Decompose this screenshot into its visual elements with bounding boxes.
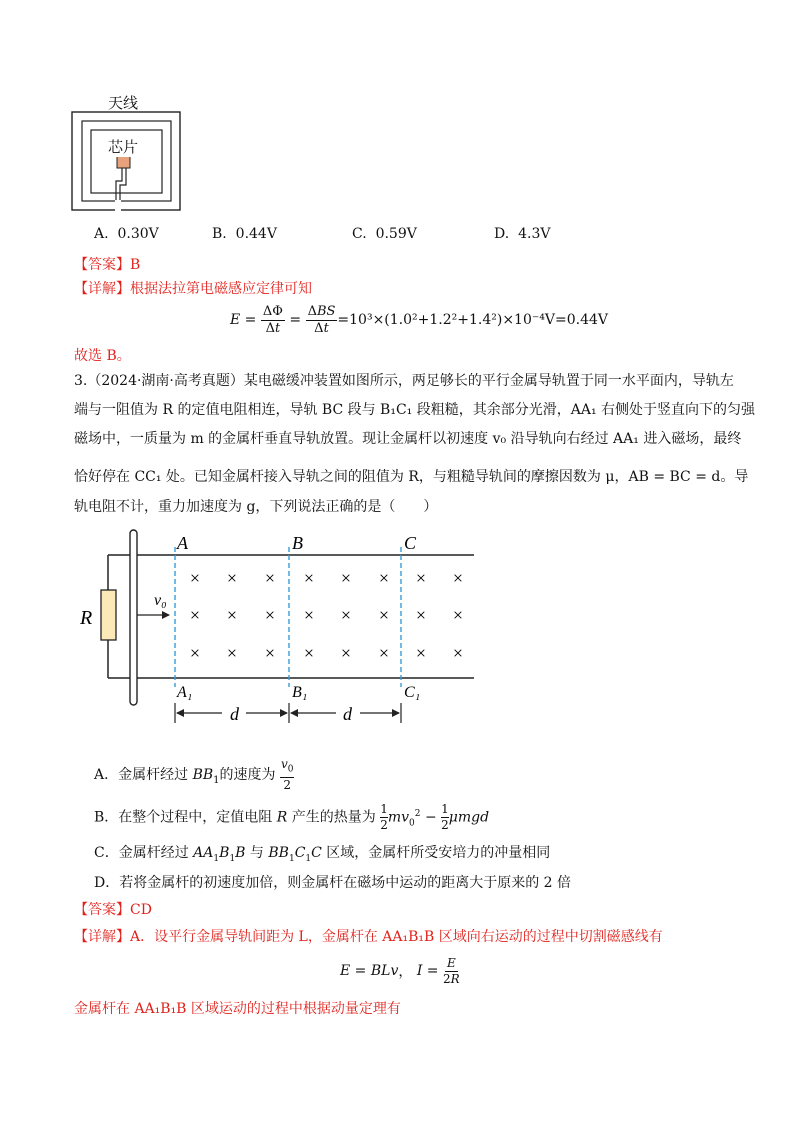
q3-option-c: C．金属杆经过 $AA_1B_1B$ 与 $BB_1C_1C$ 区域，金属杆所受安培力的冲量相同 (94, 845, 551, 864)
magnetic-field-marks (190, 568, 463, 663)
q3-answer: 【答案】CD (74, 902, 152, 918)
field-cross-mark: × (452, 568, 464, 588)
field-cross-mark: × (189, 643, 201, 663)
q3-option-d: D．若将金属杆的初速度加倍，则金属杆在磁场中运动的距离大于原来的 2 倍 (94, 875, 572, 891)
q2-formula-result: =10³×(1.0²+1.2²+1.4²)×10⁻⁴V=0.44V (337, 312, 608, 328)
q3-option-a: A．金属杆经过 $BB_1$的速度为 $\frac{v_0}{2}$ (94, 757, 294, 793)
field-cross-mark: × (264, 568, 276, 588)
field-cross-mark: × (415, 605, 427, 625)
field-cross-mark: × (415, 568, 427, 588)
field-cross-mark: × (378, 605, 390, 625)
q2-conclusion: 故选 B。 (74, 348, 131, 364)
field-cross-mark: × (226, 643, 238, 663)
antenna-figure (64, 88, 184, 213)
field-cross-mark: × (189, 605, 201, 625)
q3-line-5: 轨电阻不计，重力加速度为 g，下列说法正确的是（ ） (74, 499, 438, 515)
resistor-label: R (80, 607, 93, 629)
label-b1: B₁ (292, 684, 308, 701)
distance-label-2: d (343, 704, 352, 724)
q3-option-b: B．在整个过程中，定值电阻 R 产生的热量为 $\frac{1}{2}$ $mv_0^2$ − $\frac{1}{2}$ μmgd (94, 802, 490, 832)
q2-option-c: C. 0.59V (352, 226, 417, 242)
field-cross-mark: × (340, 568, 352, 588)
field-cross-mark: × (340, 605, 352, 625)
field-cross-mark: × (189, 568, 201, 588)
q2-option-b: B. 0.44V (212, 226, 277, 242)
field-cross-mark: × (415, 643, 427, 663)
field-cross-mark: × (264, 643, 276, 663)
field-cross-mark: × (378, 568, 390, 588)
chip-label: 芯片 (108, 138, 139, 156)
field-cross-mark: × (303, 568, 315, 588)
q2-formula: E = ΔΦ Δt = ΔBS Δt =10³×(1.0²+1.2²+1.4²)×10⁻⁴V=0.44V (230, 303, 608, 336)
label-c: C (404, 533, 417, 553)
q3-line-1: 3.（2024·湖南·高考真题）某电磁缓冲装置如图所示，两足够长的平行金属导轨置于同一水平面内，导轨左 (74, 373, 734, 389)
q3-last-line: 金属杆在 AA₁B₁B 区域运动的过程中根据动量定理有 (74, 1001, 401, 1017)
q2-option-d: D. 4.3V (494, 226, 551, 242)
q2-answer: 【答案】B (74, 257, 141, 273)
antenna-label: 天线 (108, 94, 139, 112)
field-cross-mark: × (303, 643, 315, 663)
field-cross-mark: × (378, 643, 390, 663)
field-cross-mark: × (226, 568, 238, 588)
field-cross-mark: × (264, 605, 276, 625)
q3-line-3: 磁场中，一质量为 m 的金属杆垂直导轨放置。现让金属杆以初速度 v₀ 沿导轨向右经过 AA₁ 进入磁场，最终 (74, 431, 742, 447)
distance-label-1: d (230, 704, 239, 724)
velocity-label: v₀ (154, 592, 167, 609)
q3-formula: E = BLv ， I = E 2R (340, 955, 460, 986)
q3-line-4: 恰好停在 CC₁ 处。已知金属杆接入导轨之间的阻值为 R，与粗糙导轨间的摩擦因数为 μ，AB = BC = d。导 (74, 469, 749, 485)
q2-detail: 【详解】根据法拉第电磁感应定律可知 (74, 281, 312, 297)
field-cross-mark: × (340, 643, 352, 663)
label-a: A (177, 533, 188, 553)
field-cross-mark: × (303, 605, 315, 625)
metal-rod (130, 530, 137, 705)
field-cross-mark: × (452, 605, 464, 625)
q3-line-2: 端与一阻值为 R 的定值电阻相连，导轨 BC 段与 B₁C₁ 段粗糙，其余部分光滑，AA₁ 右侧处于竖直向下的匀强 (74, 402, 756, 418)
field-cross-mark: × (452, 643, 464, 663)
rail-figure (74, 525, 494, 735)
label-b: B (292, 533, 303, 553)
q2-option-a: A. 0.30V (94, 226, 159, 242)
field-cross-mark: × (226, 605, 238, 625)
label-c1: C₁ (404, 684, 421, 701)
resistor (101, 590, 116, 640)
label-a1: A₁ (177, 684, 193, 701)
q3-detail: 【详解】A．设平行金属导轨间距为 L，金属杆在 AA₁B₁B 区域向右运动的过程中切割磁感线有 (74, 929, 663, 945)
